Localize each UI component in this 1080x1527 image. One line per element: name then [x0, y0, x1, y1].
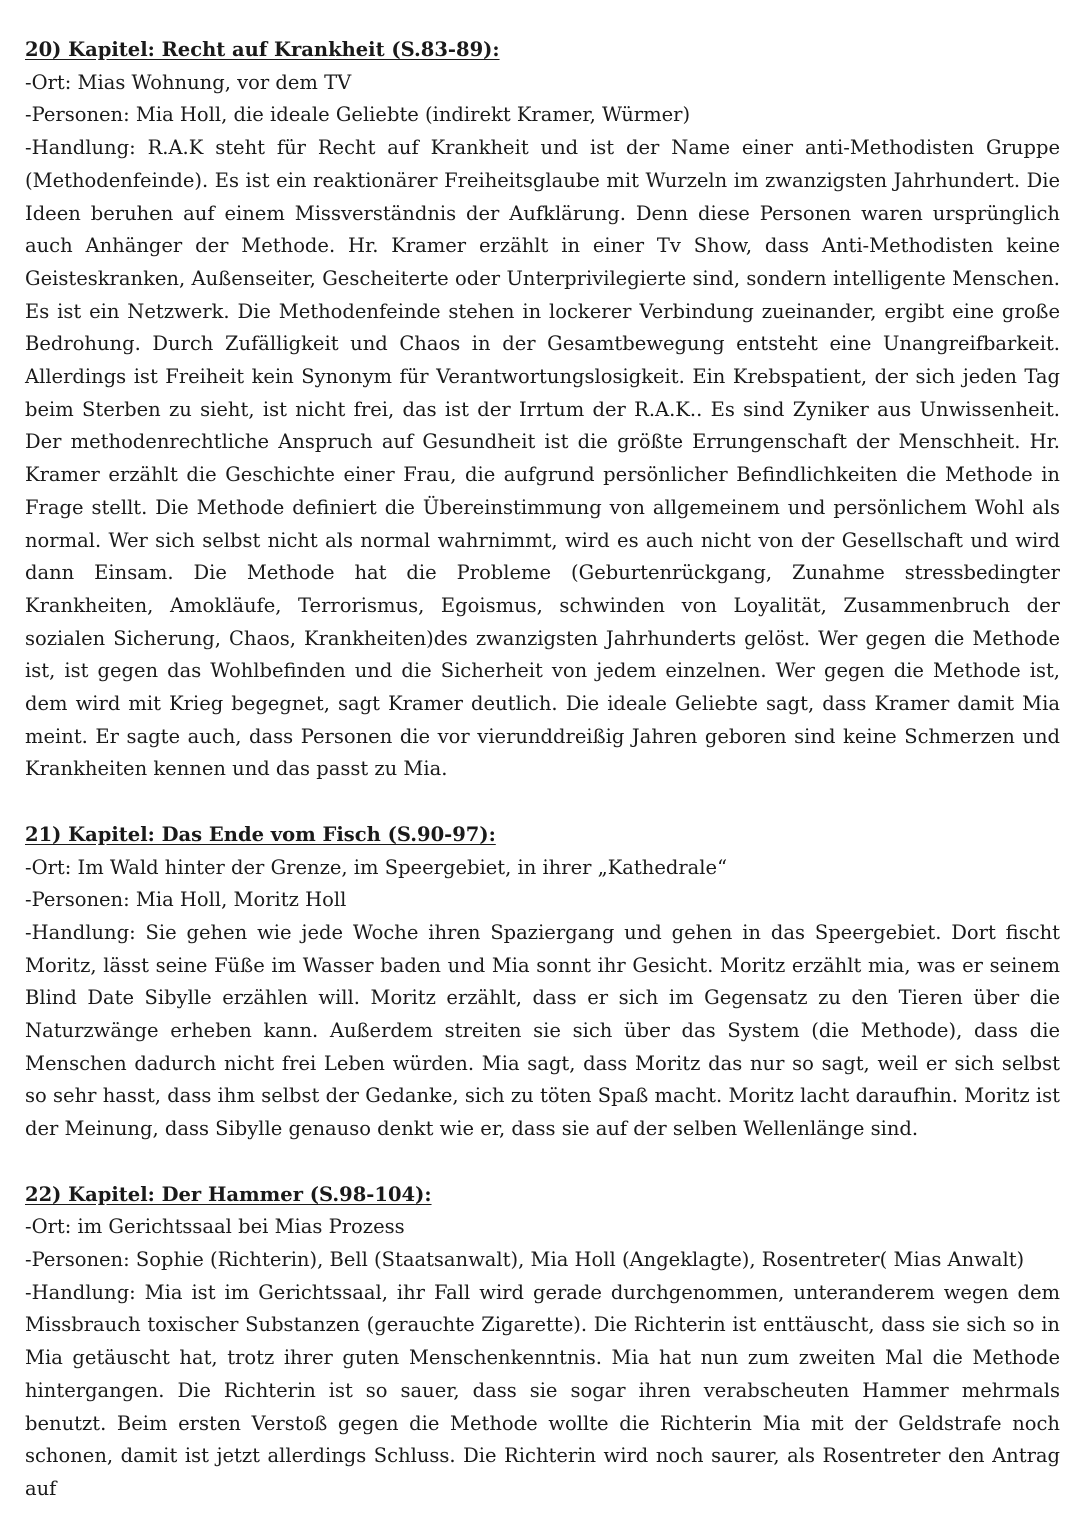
document-page [25, 34, 1060, 1506]
chapter-20-ort: -Ort: Mias Wohnung, vor dem TV [25, 70, 352, 94]
chapter-22-section [25, 1179, 1060, 1506]
chapter-20-personen: -Personen: Mia Holl, die ideale Geliebte (indirekt Kramer, Würmer) [25, 103, 691, 127]
chapter-22-ort: -Ort: im Gerichtssaal bei Mias Prozess [25, 1215, 405, 1239]
chapter-21-heading: 21) Kapitel: Das Ende vom Fisch (S.90-97): [25, 822, 496, 846]
chapter-21-section [25, 819, 1060, 1146]
chapter-21-handlung: -Handlung: Sie gehen wie jede Woche ihren Spaziergang und gehen in das Speergebiet. Dort fischt Moritz, lässt seine Füße im Wasser baden und Mia sonnt ihr Gesicht. Moritz erzählt mia, was er seinem Blind Date Sibylle erzählen will. Moritz erzählt, dass er sich im Gegensatz zu den Tieren über die Naturzwänge erheben kann. Außerdem streiten sie sich über das System (die Methode), dass die Menschen dadurch nicht frei Leben würden. Mia sagt, dass Moritz das nur so sagt, weil er sich selbst so sehr hasst, dass ihm selbst der Gedanke, sich zu töten Spaß macht. Moritz lacht daraufhin. Moritz ist der Meinung, dass Sibylle genauso denkt wie er, dass sie auf der selben Wellenlänge sind. [25, 920, 1060, 1141]
chapter-20-heading: 20) Kapitel: Recht auf Krankheit (S.83-89): [25, 38, 500, 61]
chapter-21-personen: -Personen: Mia Holl, Moritz Holl [25, 888, 347, 912]
chapter-22-heading: 22) Kapitel: Der Hammer (S.98-104): [25, 1182, 432, 1206]
chapter-22-handlung: -Handlung: Mia ist im Gerichtssaal, ihr Fall wird gerade durchgenommen, unteranderem wegen dem Missbrauch toxischer Substanzen (gerauchte Zigarette). Die Richterin ist enttäuscht, dass sie sich so in Mia getäuscht hat, trotz ihrer guten Menschenkenntnis. Mia hat nun zum zweiten Mal die Methode hintergangen. Die Richterin ist so sauer, dass sie sogar ihren verabscheuten Hammer mehrmals benutzt. Beim ersten Verstoß gegen die Methode wollte die Richterin Mia mit der Geldstrafe noch schonen, damit ist jetzt allerdings Schluss. Die Richterin wird noch saurer, als Rosentreter den Antrag auf [25, 1280, 1060, 1500]
chapter-20-handlung: -Handlung: R.A.K steht für Recht auf Krankheit und ist der Name einer anti-Methodisten Gruppe (Methodenfeinde). Es ist ein reaktionärer Freiheitsglaube mit Wurzeln im zwanzigsten Jahrhundert. Die Ideen beruhen auf einem Missverständnis der Aufklärung. Denn diese Personen waren ursprünglich auch Anhänger der Methode. Hr. Kramer erzählt in einer Tv Show, dass Anti-Methodisten keine Geisteskranken, Außenseiter, Gescheiterte oder Unterprivilegierte sind, sondern intelligente Menschen. Es ist ein Netzwerk. Die Methodenfeinde stehen in lockerer Verbindung zueinander, ergibt eine große Bedrohung. Durch Zufälligkeit und Chaos in der Gesamtbewegung entsteht eine Unangreifbarkeit. Allerdings ist Freiheit kein Synonym für Verantwortungslosigkeit. Ein Krebspatient, der sich jeden Tag beim Sterben zu sieht, ist nicht frei, das ist der Irrtum der R.A.K.. Es sind Zyniker aus Unwissenheit. Der methodenrechtliche Anspruch auf Gesundheit ist die größte Errungenschaft der Menschheit. Hr. Kramer erzählt die Geschichte einer Frau, die aufgrund persönlicher Befindlichkeiten die Methode in Frage stellt. Die Methode definiert die Übereinstimmung von allgemeinem und persönlichem Wohl als normal. Wer sich selbst nicht als normal wahrnimmt, wird es auch nicht von der Gesellschaft und wird dann Einsam. Die Methode hat die Probleme (Geburtenrückgang, Zunahme stressbedingter Krankheiten, Amokläufe, Terrorismus, Egoismus, schwinden von Loyalität, Zusammenbruch der sozialen Sicherung, Chaos, Krankheiten)des zwanzigsten Jahrhunderts gelöst. Wer gegen die Methode ist, ist gegen das Wohlbefinden und die Sicherheit von jedem einzelnen. Wer gegen die Methode ist, dem wird mit Krieg begegnet, sagt Kramer deutlich. Die ideale Geliebte sagt, dass Kramer damit Mia meint. Er sagte auch, dass Personen die vor vierunddreißig Jahren geboren sind keine Schmerzen und Krankheiten kennen und das passt zu Mia. [25, 136, 1060, 781]
chapter-21-ort: -Ort: Im Wald hinter der Grenze, im Speergebiet, in ihrer „Kathedrale“ [25, 855, 728, 879]
chapter-20-section [25, 34, 1060, 786]
chapter-22-personen: -Personen: Sophie (Richterin), Bell (Staatsanwalt), Mia Holl (Angeklagte), Rosentreter( Mias Anwalt) [25, 1247, 1025, 1271]
